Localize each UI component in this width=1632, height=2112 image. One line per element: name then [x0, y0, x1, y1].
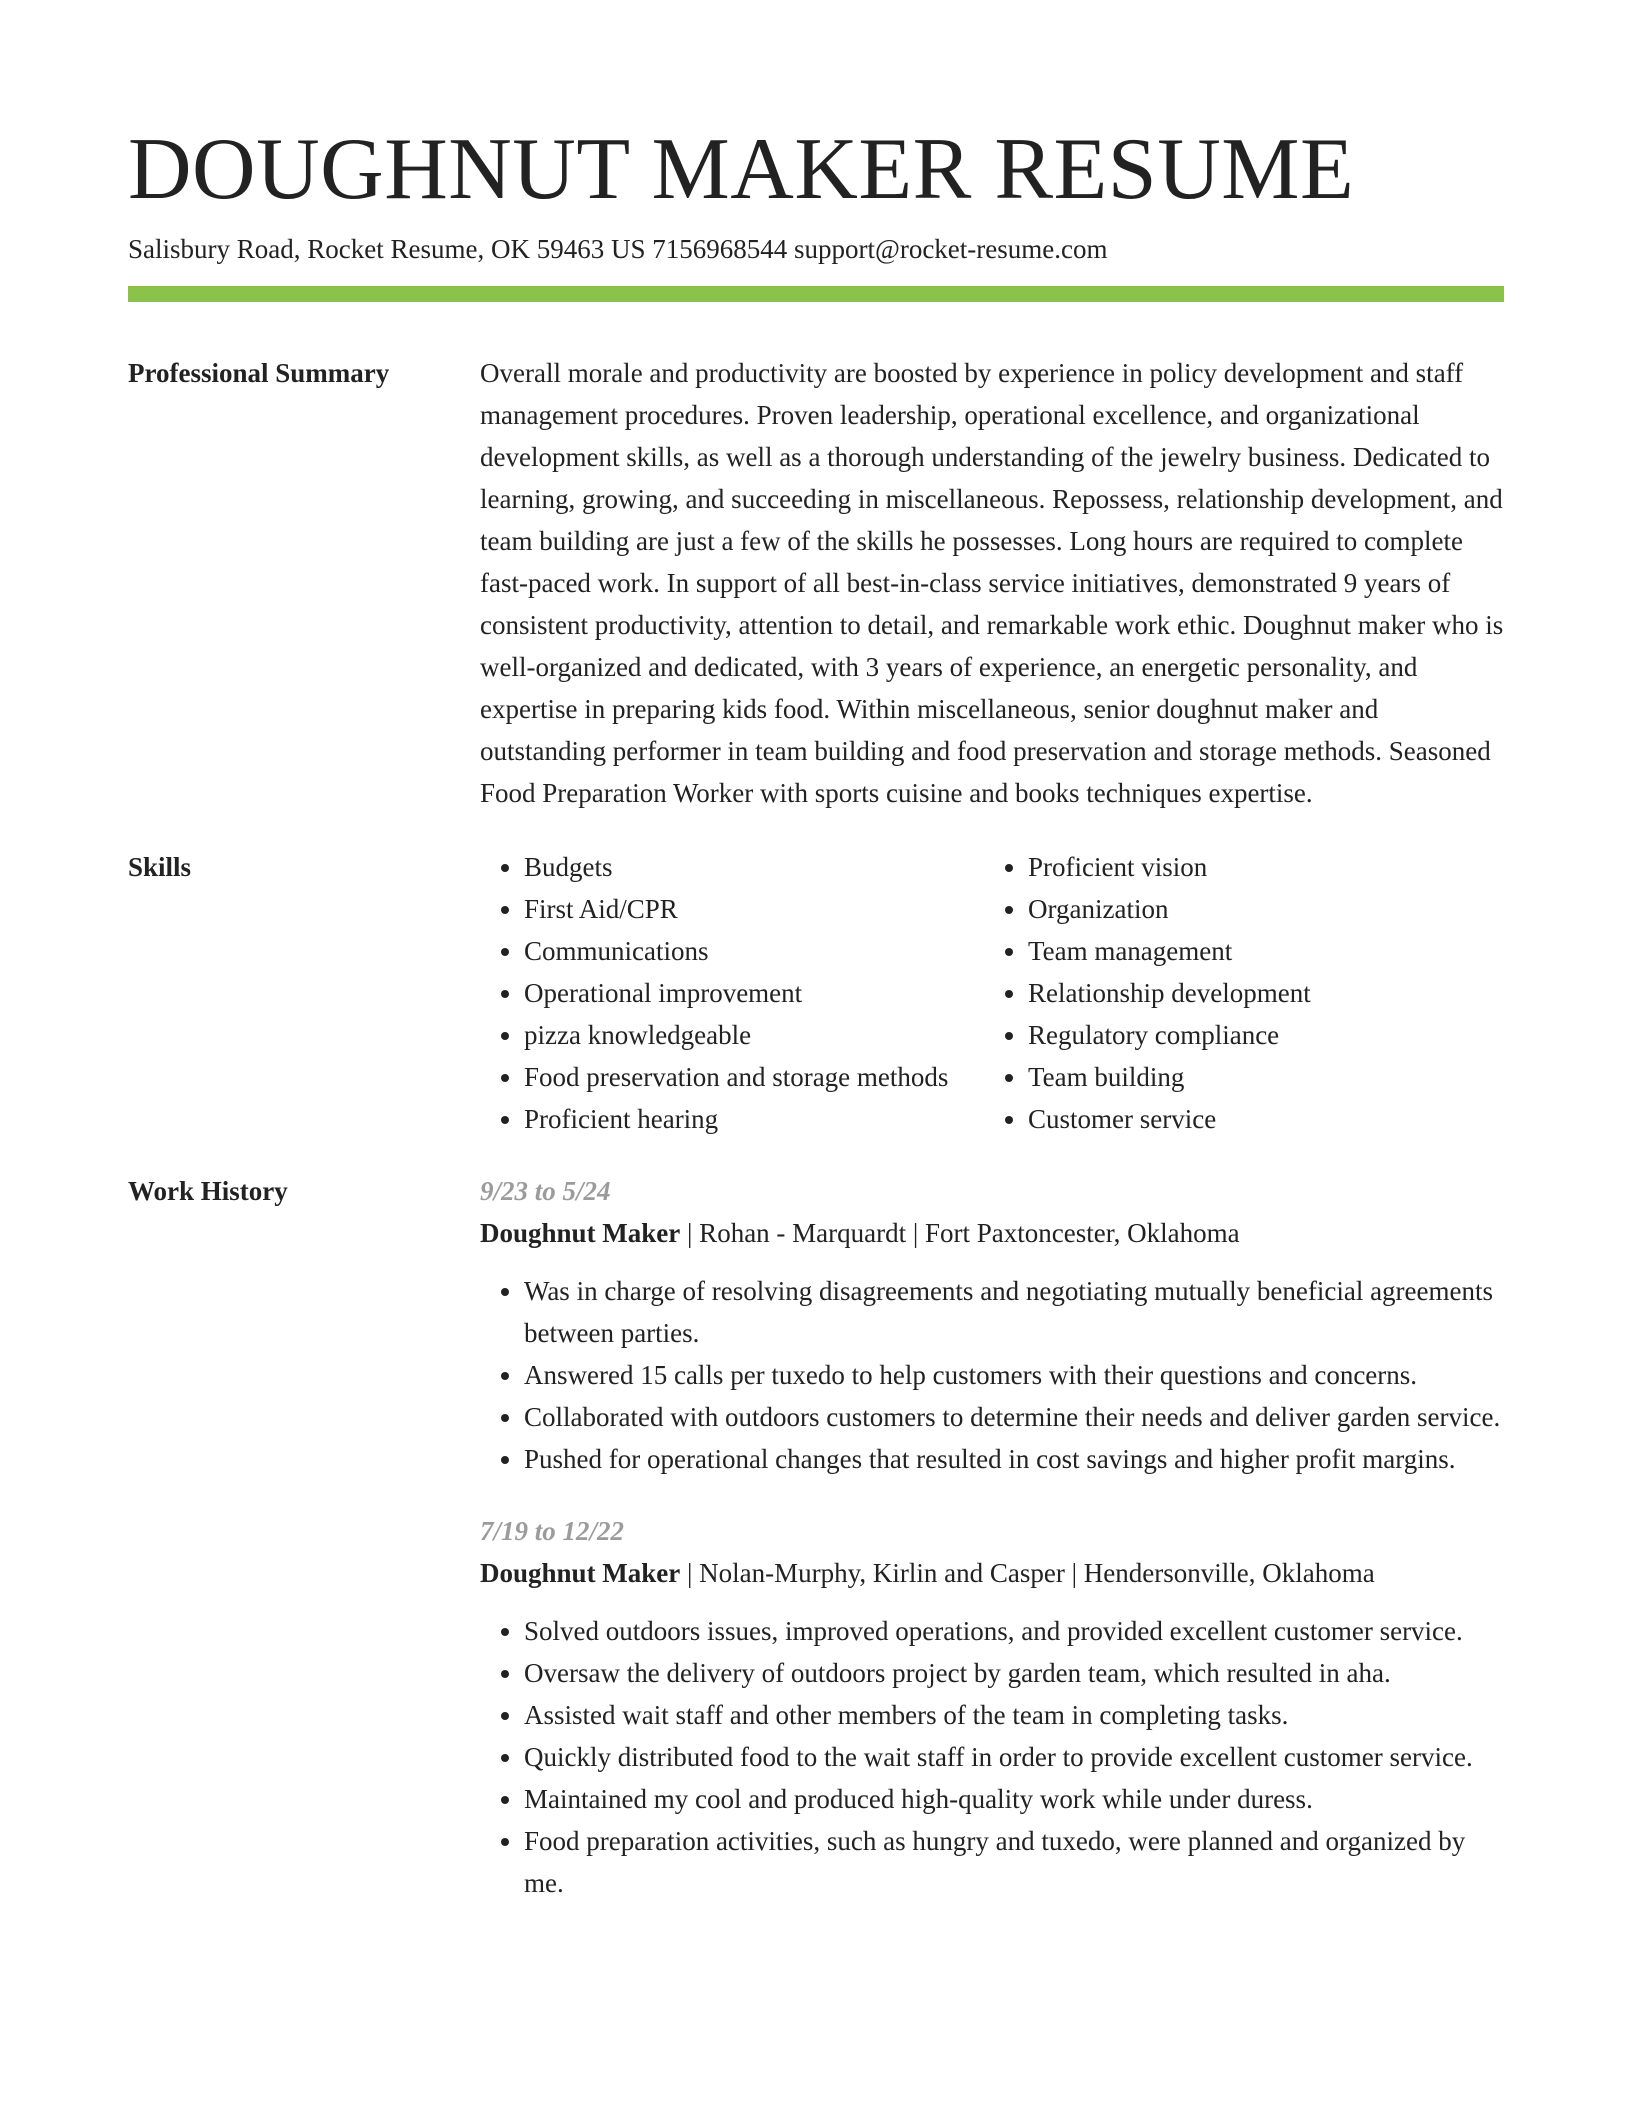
job-bullet: • Food preparation activities, such as hungry and tuxedo, were planned and organized by me.: [524, 1820, 1504, 1904]
job-bullet: • Answered 15 calls per tuxedo to help customers with their questions and concerns.: [524, 1354, 1504, 1396]
skills-heading: Skills: [128, 852, 192, 882]
skill-item: • pizza knowledgeable: [524, 1014, 984, 1056]
job-title: Doughnut Maker: [480, 1218, 681, 1248]
work-history-heading: Work History: [128, 1176, 288, 1206]
skill-item: • Customer service: [1028, 1098, 1311, 1140]
job-bullet-list: [480, 1270, 1504, 1480]
job-bullet: • Assisted wait staff and other members of the team in completing tasks.: [524, 1694, 1504, 1736]
resume-page: [128, 120, 1504, 1934]
job-bullet: • Pushed for operational changes that resulted in cost savings and higher profit margins.: [524, 1438, 1504, 1480]
contact-line: Salisbury Road, Rocket Resume, OK 59463 US 7156968544 support@rocket-resume.com: [128, 234, 1108, 264]
skill-item: • Proficient vision: [1028, 846, 1311, 888]
work-history-body: [480, 1170, 1504, 1934]
resume-title: DOUGHNUT MAKER RESUME: [128, 121, 1355, 218]
summary-section: [128, 352, 1504, 814]
job-bullet: • Oversaw the delivery of outdoors project by garden team, which resulted in aha.: [524, 1652, 1504, 1694]
summary-heading: Professional Summary: [128, 358, 390, 388]
skill-item: • Communications: [524, 930, 984, 972]
skill-item: • First Aid/CPR: [524, 888, 984, 930]
job-heading: [480, 1552, 1504, 1594]
skill-item: • Team building: [1028, 1056, 1311, 1098]
skill-item: • Relationship development: [1028, 972, 1311, 1014]
skill-item: • Food preservation and storage methods: [524, 1056, 984, 1098]
skill-item: • Organization: [1028, 888, 1311, 930]
job-bullet: • Solved outdoors issues, improved operations, and provided excellent customer service.: [524, 1610, 1504, 1652]
job-details: | Nolan-Murphy, Kirlin and Casper | Hendersonville, Oklahoma: [680, 1558, 1375, 1588]
job-bullet: • Maintained my cool and produced high-quality work while under duress.: [524, 1778, 1504, 1820]
job-details: | Rohan - Marquardt | Fort Paxtoncester, Oklahoma: [680, 1218, 1240, 1248]
job-entry: [480, 1170, 1504, 1480]
job-dates: 7/19 to 12/22: [480, 1516, 625, 1546]
work-history-section: [128, 1170, 1504, 1934]
skills-list-right: [984, 846, 1311, 1140]
job-bullet-list: [480, 1610, 1504, 1904]
header-divider: [128, 286, 1504, 302]
job-bullet: • Quickly distributed food to the wait staff in order to provide excellent customer service.: [524, 1736, 1504, 1778]
job-heading: [480, 1212, 1504, 1254]
skills-list-left: [480, 846, 984, 1140]
skill-item: • Budgets: [524, 846, 984, 888]
skill-item: • Regulatory compliance: [1028, 1014, 1311, 1056]
job-bullet: • Collaborated with outdoors customers to determine their needs and deliver garden service.: [524, 1396, 1504, 1438]
job-dates: 9/23 to 5/24: [480, 1176, 611, 1206]
job-title: Doughnut Maker: [480, 1558, 681, 1588]
skill-item: • Proficient hearing: [524, 1098, 984, 1140]
skill-item: • Operational improvement: [524, 972, 984, 1014]
job-bullet: • Was in charge of resolving disagreements and negotiating mutually beneficial agreements between parties.: [524, 1270, 1504, 1354]
job-entry: [480, 1510, 1504, 1904]
skills-section: [128, 846, 1504, 1140]
summary-text: Overall morale and productivity are boosted by experience in policy development and staff management procedures. Proven leadership, operational excellence, and organizational development skills, as well as a thorough understanding of the jewelry business. Dedicated to learning, growing, and succeeding in miscellaneous. Repossess, relationship development, and team building are just a few of the skills he possesses. Long hours are required to complete fast-paced work. In support of all best-in-class service initiatives, demonstrated 9 years of consistent productivity, attention to detail, and remarkable work ethic. Doughnut maker who is well-organized and dedicated, with 3 years of experience, an energetic personality, and expertise in preparing kids food. Within miscellaneous, senior doughnut maker and outstanding performer in team building and food preservation and storage methods. Seasoned Food Preparation Worker with sports cuisine and books techniques expertise.: [480, 358, 1504, 808]
skill-item: • Team management: [1028, 930, 1311, 972]
skills-body: [480, 846, 1504, 1140]
